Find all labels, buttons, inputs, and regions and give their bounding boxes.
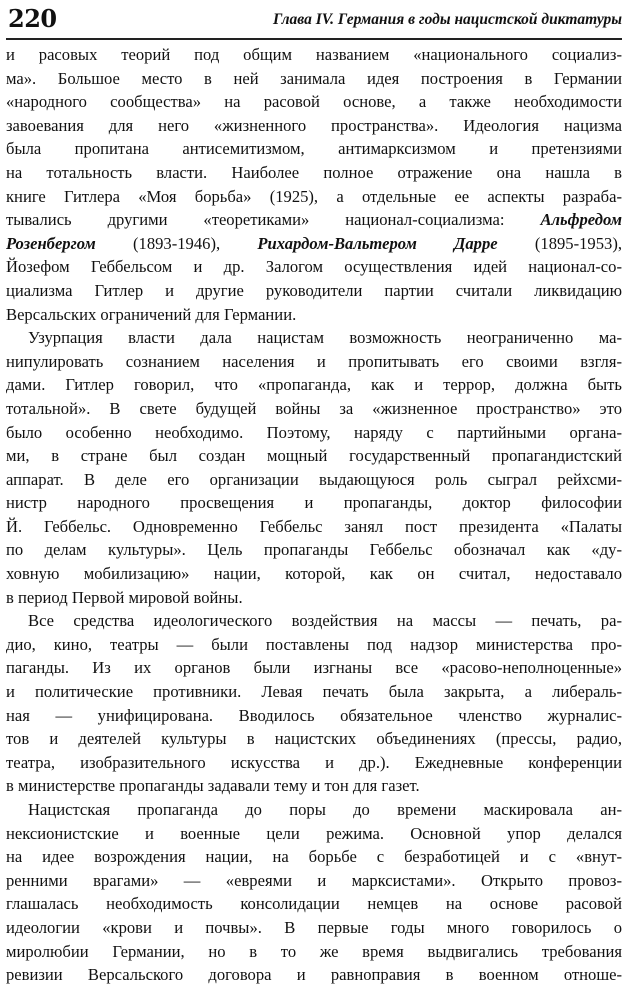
text-line: Й. Геббельс. Одновременно Геббельс занял пост президента «Палаты: [6, 516, 622, 536]
text-line: и расовых теорий под общим названием «национального социализ-: [6, 45, 622, 64]
page-number: 220: [8, 4, 57, 33]
text-line: ренними врагами» — «евреями и марксистами». Открыто провоз-: [6, 870, 622, 890]
paragraph: [6, 43, 622, 326]
text-line: [6, 232, 622, 256]
text-line: «народного сообщества» на расовой основе, а также необходимости: [6, 92, 622, 112]
text-line: глашалась необходимость консолидации немцев на основе расовой: [6, 894, 622, 914]
text-line: ревизии Версальского договора и равноправия в военном отноше-: [6, 965, 622, 985]
text-line: театра, изобразительного искусства и др.). Ежедневные конференции: [6, 752, 622, 772]
text-line: Йозефом Геббельсом и др. Залогом осуществления идей национал-со-: [6, 257, 622, 277]
years-darre: (1895-1953),: [497, 233, 622, 253]
text-line: [6, 208, 622, 232]
running-head: Глава IV. Германия в годы нацистской диктатуры: [273, 11, 622, 28]
text-line: была пропитана антисемитизмом, антимарксизмом и претензиями: [6, 139, 622, 159]
paragraph: [6, 609, 622, 798]
paragraph: [6, 798, 622, 987]
text-segment: тывались другими «теоретиками» национал-социализма:: [6, 210, 505, 230]
text-line: тов и деятелей культуры в нацистских объединениях (прессы, радио,: [6, 729, 622, 749]
text-line: ная — унифицирована. Вводилось обязательное членство журналис-: [6, 705, 622, 725]
text-line: было особенно необходимо. Поэтому, наряду с партийными органа-: [6, 422, 622, 442]
paragraph: [6, 326, 622, 609]
page-header: [6, 4, 622, 40]
text-line: по делам культуры». Цель пропаганды Геббельс обозначал как «ду-: [6, 540, 622, 560]
text-line: в период Первой мировой войны.: [6, 587, 243, 607]
body-text: [6, 43, 622, 987]
name-rosenberg-last: Розенбергом: [6, 233, 96, 253]
text-line: Версальских ограничений для Германии.: [6, 304, 297, 324]
text-line: ма». Большое место в ней занимала идея построения в Германии: [6, 68, 622, 88]
text-line: тотальной». В свете будущей войны за «жизненное пространство» это: [6, 398, 622, 418]
name-rosenberg-first: Альфредом: [540, 210, 622, 230]
text-line: и политические противники. Левая печать была закрыта, а либераль-: [6, 682, 622, 702]
text-line: идеологии «крови и почвы». В первые годы много говорилось о: [6, 917, 622, 937]
text-line: нексионистские и военные цели режима. Основной упор делался: [6, 823, 622, 843]
text-line: на тотальность власти. Наиболее полное отражение она нашла в: [6, 162, 622, 182]
text-line: Узурпация власти дала нацистам возможность неограниченно ма-: [28, 328, 622, 348]
text-line: Нацистская пропаганда до поры до времени маскировала ан-: [28, 800, 622, 819]
text-line: завоевания для него «жизненного пространства». Идеология нацизма: [6, 115, 622, 135]
text-line: книге Гитлера «Моя борьба» (1925), а отдельные ее аспекты разраба-: [6, 186, 622, 206]
text-line: циализма Гитлер и другие руководители партии считали ликвидацию: [6, 280, 622, 300]
text-line: нипулировать сознанием населения и пропитывать его своими взгля-: [6, 351, 622, 371]
text-line: дио, кино, театры — были поставлены под надзор министерства про-: [6, 634, 622, 654]
text-line: аппарат. В деле его организации выдающуюся роль сыграл рейхсми-: [6, 469, 622, 489]
text-line: ховную мобилизацию» нации, которой, как он считал, недоставало: [6, 564, 622, 584]
name-darre: Рихардом-Вальтером Дарре: [257, 233, 498, 253]
years-rosenberg: (1893-1946),: [95, 233, 258, 253]
text-line: дами. Гитлер говорил, что «пропаганда, как и террор, должна быть: [6, 375, 622, 395]
text-line: на идее возрождения нации, на борьбе с безработицей и с «внут-: [6, 847, 622, 867]
text-line: в министерстве пропаганды задавали тему и тон для газет.: [6, 776, 420, 796]
text-line: миролюбии Германии, но в то же время выдвигались требования: [6, 941, 622, 961]
text-line: ми, в стране был создан мощный государственный пропагандистский: [6, 446, 622, 466]
text-line: Все средства идеологического воздействия на массы — печать, ра-: [28, 611, 622, 631]
text-line: паганды. Из их органов были изгнаны все «расово-неполноценные»: [6, 658, 622, 678]
text-line: нистр народного просвещения и пропаганды, доктор философии: [6, 493, 622, 513]
